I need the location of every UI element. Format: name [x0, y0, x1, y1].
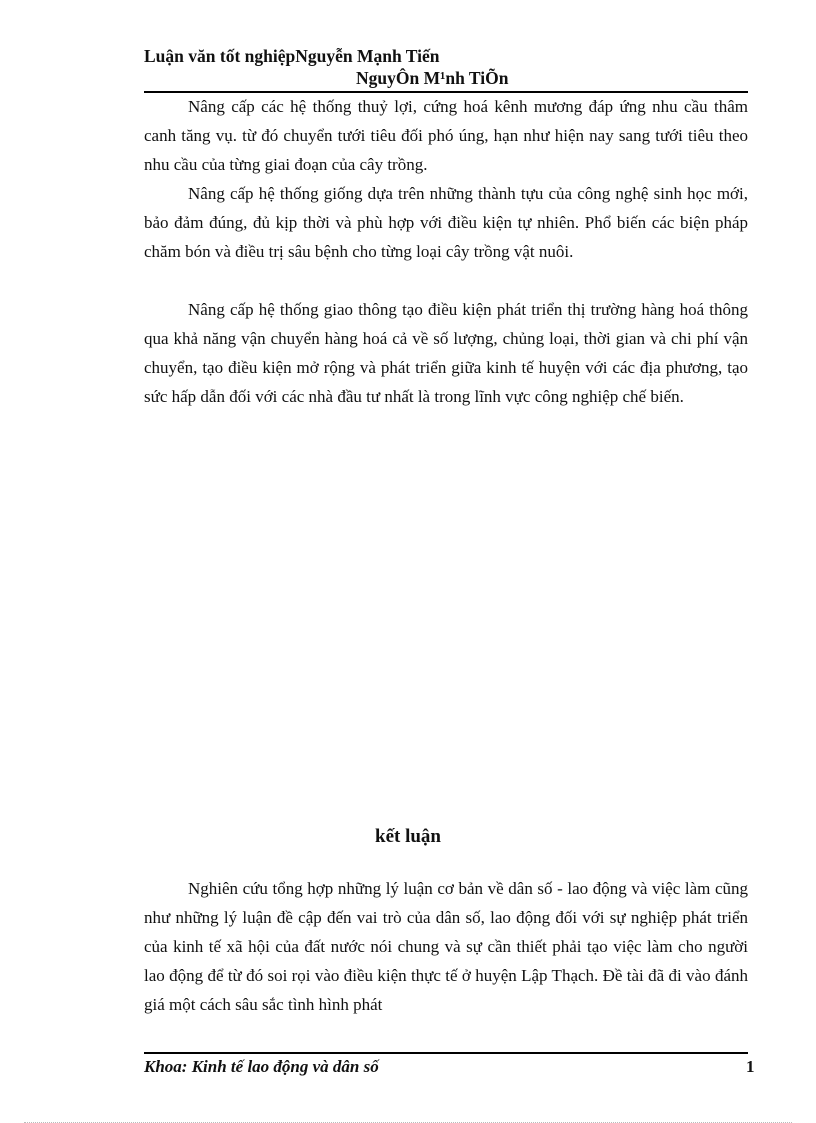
page-number: 1	[746, 1057, 755, 1076]
header-title: Luận văn tốt nghiệpNguyễn Mạnh Tiến	[144, 46, 440, 66]
paragraph-irrigation: Nâng cấp các hệ thống thuỷ lợi, cứng hoá kênh mương đáp ứng nhu cầu thâm canh tăng vụ. từ đó chuyển tưới tiêu đối phó úng, hạn như hiện nay sang tưới tiêu theo nhu cầu của từng giai đoạn của cây trồng.	[144, 97, 748, 174]
footer-faculty: Khoa: Kinh tế lao động và dân số	[144, 1057, 379, 1076]
paragraph-seeds: Nâng cấp hệ thống giống dựa trên những thành tựu của công nghệ sinh học mới, bảo đảm đúng, đủ kịp thời và phù hợp với điều kiện tự nhiên. Phổ biến các biện pháp chăm bón và điều trị sâu bệnh cho từng loại cây trồng vật nuôi.	[144, 184, 748, 261]
paragraph-transport: Nâng cấp hệ thống giao thông tạo điều kiện phát triển thị trường hàng hoá thông qua khả năng vận chuyển hàng hoá cả về số lượng, chủng loại, thời gian và chi phí vận chuyển, tạo điều kiện mở rộng và phát triển giữa kinh tế huyện với các địa phương, tạo sức hấp dẫn đối với các nhà đầu tư nhất là trong lĩnh vực công nghiệp chế biến.	[144, 300, 748, 406]
header-author-garbled: NguyÔn M¹nh TiÕn	[356, 68, 509, 88]
footer-rule	[144, 1052, 748, 1054]
section-title-conclusion: kết luận	[375, 826, 441, 847]
paragraph-conclusion: Nghiên cứu tổng hợp những lý luận cơ bản về dân số - lao động và việc làm cũng như những lý luận đề cập đến vai trò của dân số, lao động đối với sự nghiệp phát triển của kinh tế xã hội của đất nước nói chung và sự cần thiết phải tạo việc làm cho người lao động để từ đó soi rọi vào điều kiện thực tế ở huyện Lập Thạch. Đề tài đã đi vào đánh giá một cách sâu sắc tình hình phát	[144, 879, 748, 1014]
